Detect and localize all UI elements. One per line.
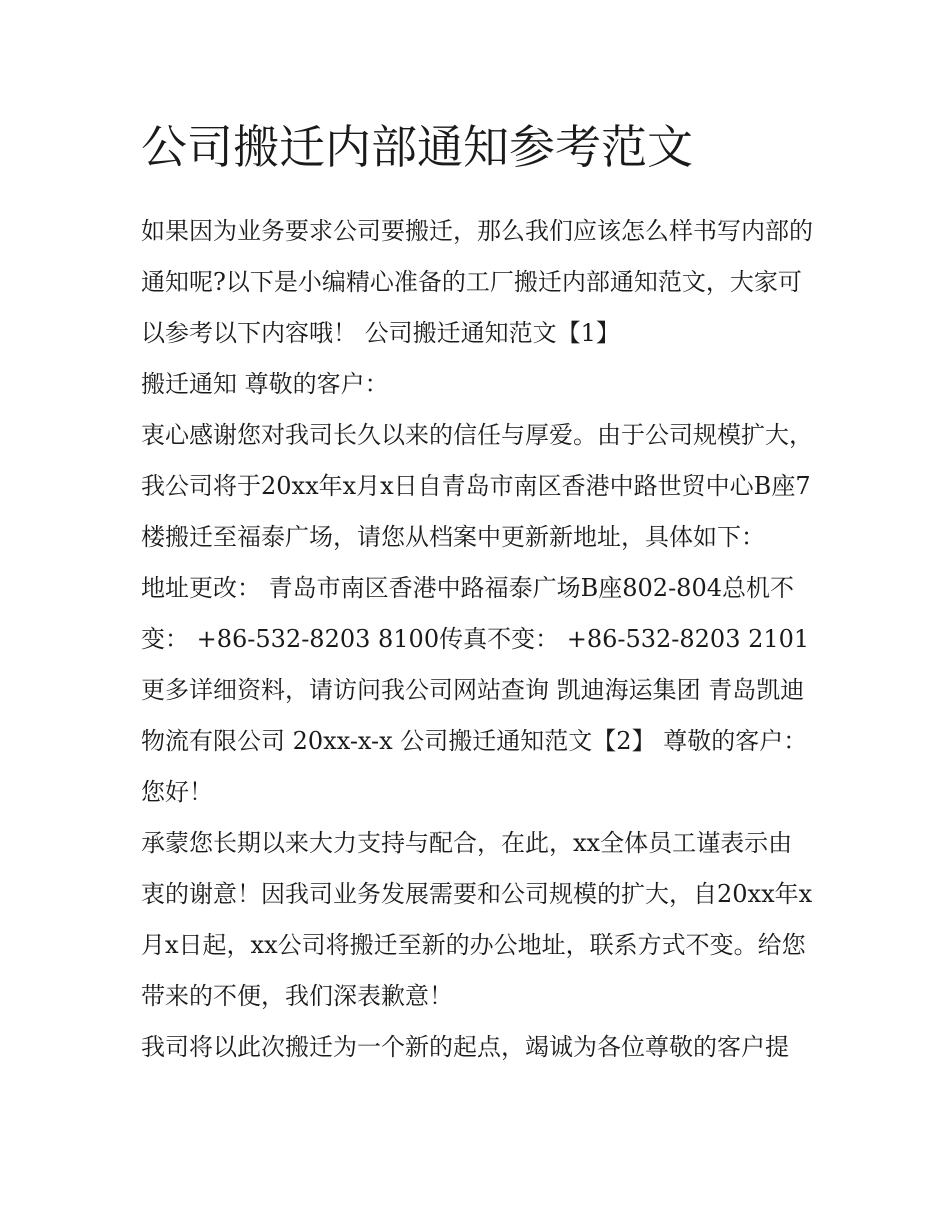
document-body [141, 206, 813, 1073]
paragraph-intro: 如果因为业务要求公司要搬迁，那么我们应该怎么样书写内部的通知呢?以下是小编精心准备的工厂搬迁内部通知范文，大家可以参考以下内容哦！ 公司搬迁通知范文【1】 [141, 217, 813, 347]
paragraph-notice: 承蒙您长期以来大力支持与配合，在此，xx全体员工谨表示由衷的谢意！因我司业务发展需要和公司规模的扩大，自20xx年x月x日起，xx公司将搬迁至新的办公地址，联系方式不变。给您带来的不便，我们深表歉意！ [141, 829, 813, 1010]
paragraph-closing: 我司将以此次搬迁为一个新的起点，竭诚为各位尊敬的客户提 [141, 1033, 789, 1061]
paragraph-details: 更多详细资料，请访问我公司网站查询 凯迪海运集团 青岛凯迪物流有限公司 20xx-x-x 公司搬迁通知范文【2】 尊敬的客户：您好！ [141, 676, 808, 806]
document-content [141, 118, 813, 1073]
paragraph-thanks: 衷心感谢您对我司长久以来的信任与厚爱。由于公司规模扩大，我公司将于20xx年x月x日自青岛市南区香港中路世贸中心B座7楼搬迁至福泰广场，请您从档案中更新新地址，具体如下： [141, 421, 813, 551]
paragraph-salutation: 搬迁通知 尊敬的客户： [141, 370, 389, 398]
paragraph-address: 地址更改： 青岛市南区香港中路福泰广场B座802-804总机不变： +86-532-8203 8100传真不变： +86-532-8203 2101 [141, 574, 810, 653]
document-title: 公司搬迁内部通知参考范文 [141, 120, 693, 174]
